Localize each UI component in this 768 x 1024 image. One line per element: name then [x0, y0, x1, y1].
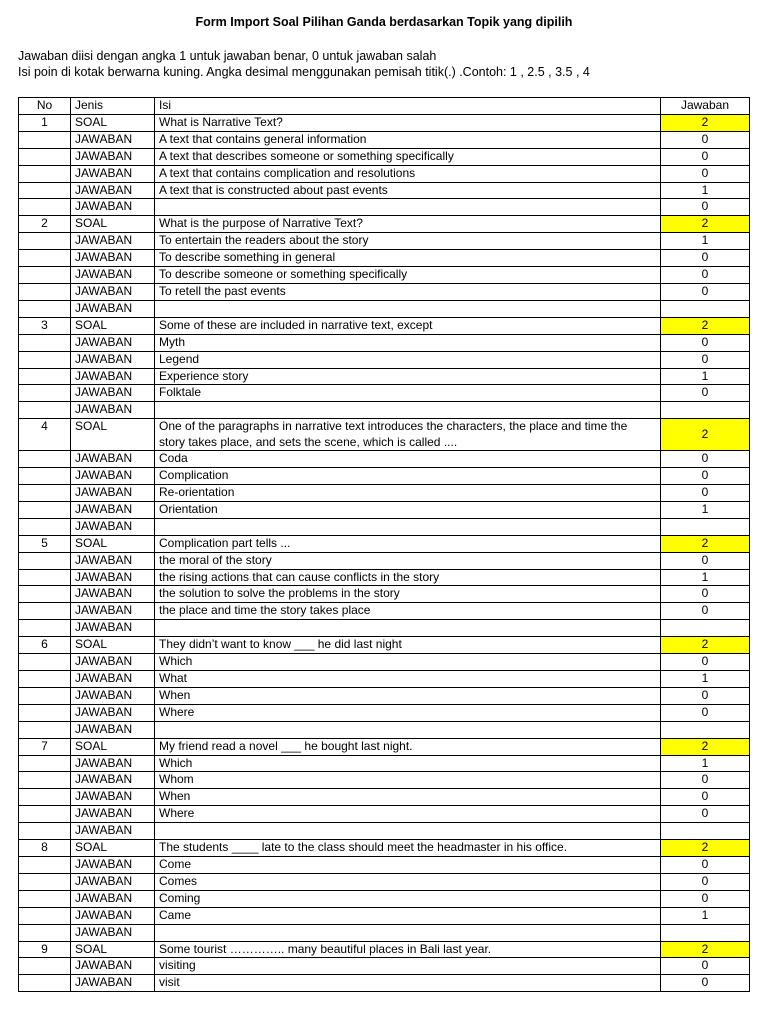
row-no	[19, 603, 71, 620]
row-jenis: JAWABAN	[71, 958, 155, 975]
row-jawaban	[661, 518, 750, 535]
answer-row	[19, 148, 750, 165]
answer-row	[19, 267, 750, 284]
row-jawaban	[661, 721, 750, 738]
row-jawaban	[661, 823, 750, 840]
row-jawaban: 0	[661, 890, 750, 907]
row-jenis: JAWABAN	[71, 890, 155, 907]
row-isi: To describe something in general	[155, 250, 661, 267]
row-jawaban: 1	[661, 755, 750, 772]
instructions	[18, 48, 590, 80]
row-isi: What	[155, 671, 661, 688]
answer-row	[19, 721, 750, 738]
row-no: 4	[19, 419, 71, 451]
answer-row	[19, 806, 750, 823]
row-jenis: JAWABAN	[71, 485, 155, 502]
row-jawaban: 2	[661, 216, 750, 233]
answer-row	[19, 687, 750, 704]
question-row	[19, 840, 750, 857]
answer-row	[19, 890, 750, 907]
answer-row	[19, 873, 750, 890]
row-jawaban: 0	[661, 250, 750, 267]
row-no: 5	[19, 535, 71, 552]
row-isi: Some tourist ………….. many beautiful places in Bali last year.	[155, 941, 661, 958]
row-jenis: JAWABAN	[71, 873, 155, 890]
row-no	[19, 806, 71, 823]
answer-row	[19, 334, 750, 351]
answer-row	[19, 485, 750, 502]
row-isi: visit	[155, 975, 661, 992]
answer-row	[19, 451, 750, 468]
question-table	[18, 97, 750, 992]
row-no	[19, 468, 71, 485]
row-jenis: SOAL	[71, 637, 155, 654]
row-isi	[155, 721, 661, 738]
row-jenis: JAWABAN	[71, 165, 155, 182]
row-isi: To retell the past events	[155, 283, 661, 300]
row-jawaban: 0	[661, 654, 750, 671]
row-jawaban	[661, 620, 750, 637]
row-isi: What is the purpose of Narrative Text?	[155, 216, 661, 233]
row-isi: Which	[155, 755, 661, 772]
row-jawaban: 0	[661, 131, 750, 148]
row-no	[19, 518, 71, 535]
row-no: 3	[19, 317, 71, 334]
row-jenis: JAWABAN	[71, 334, 155, 351]
row-isi: They didn’t want to know ___ he did last night	[155, 637, 661, 654]
row-isi: A text that describes someone or something specifically	[155, 148, 661, 165]
row-jenis: JAWABAN	[71, 654, 155, 671]
row-jenis: JAWABAN	[71, 368, 155, 385]
row-isi: One of the paragraphs in narrative text introduces the characters, the place and time the story takes place, and sets the scene, which is called ....	[155, 419, 661, 451]
row-no	[19, 501, 71, 518]
row-isi	[155, 300, 661, 317]
row-jenis: JAWABAN	[71, 975, 155, 992]
answer-row	[19, 402, 750, 419]
row-isi: the rising actions that can cause conflicts in the story	[155, 569, 661, 586]
row-jawaban: 0	[661, 856, 750, 873]
row-no	[19, 552, 71, 569]
row-jenis: JAWABAN	[71, 620, 155, 637]
answer-row	[19, 233, 750, 250]
question-row	[19, 216, 750, 233]
answer-row	[19, 671, 750, 688]
row-jenis: JAWABAN	[71, 468, 155, 485]
row-no	[19, 131, 71, 148]
answer-row	[19, 250, 750, 267]
row-isi: Come	[155, 856, 661, 873]
row-no	[19, 975, 71, 992]
answer-row	[19, 704, 750, 721]
question-row	[19, 637, 750, 654]
row-isi: To describe someone or something specifically	[155, 267, 661, 284]
answer-row	[19, 654, 750, 671]
row-jenis: SOAL	[71, 840, 155, 857]
row-no: 2	[19, 216, 71, 233]
row-isi	[155, 402, 661, 419]
row-jawaban: 2	[661, 535, 750, 552]
row-jawaban	[661, 924, 750, 941]
row-isi: Some of these are included in narrative text, except	[155, 317, 661, 334]
answer-row	[19, 823, 750, 840]
row-jawaban: 1	[661, 501, 750, 518]
row-no	[19, 351, 71, 368]
row-isi: A text that contains complication and resolutions	[155, 165, 661, 182]
row-no	[19, 620, 71, 637]
header-no: No	[19, 98, 71, 115]
answer-row	[19, 351, 750, 368]
row-no: 7	[19, 738, 71, 755]
row-jenis: JAWABAN	[71, 755, 155, 772]
row-jenis: JAWABAN	[71, 772, 155, 789]
row-jenis: JAWABAN	[71, 856, 155, 873]
row-jawaban: 0	[661, 485, 750, 502]
row-jawaban: 0	[661, 806, 750, 823]
row-isi: Comes	[155, 873, 661, 890]
row-no	[19, 283, 71, 300]
answer-row	[19, 620, 750, 637]
row-isi: Where	[155, 704, 661, 721]
row-jawaban	[661, 300, 750, 317]
answer-row	[19, 789, 750, 806]
answer-row	[19, 772, 750, 789]
row-jenis: JAWABAN	[71, 806, 155, 823]
row-jawaban: 0	[661, 552, 750, 569]
row-isi: My friend read a novel ___ he bought last night.	[155, 738, 661, 755]
row-jawaban: 0	[661, 975, 750, 992]
row-no: 6	[19, 637, 71, 654]
row-no	[19, 958, 71, 975]
row-isi: the moral of the story	[155, 552, 661, 569]
row-jenis: JAWABAN	[71, 789, 155, 806]
row-isi: Coming	[155, 890, 661, 907]
row-jawaban: 0	[661, 687, 750, 704]
answer-row	[19, 165, 750, 182]
row-no	[19, 250, 71, 267]
row-no	[19, 772, 71, 789]
row-jawaban: 1	[661, 907, 750, 924]
row-jawaban: 0	[661, 451, 750, 468]
row-jawaban: 0	[661, 385, 750, 402]
row-jawaban: 2	[661, 114, 750, 131]
row-jawaban: 0	[661, 148, 750, 165]
row-jawaban: 2	[661, 637, 750, 654]
row-isi	[155, 518, 661, 535]
row-isi	[155, 199, 661, 216]
row-jawaban: 1	[661, 569, 750, 586]
answer-row	[19, 958, 750, 975]
row-jenis: SOAL	[71, 216, 155, 233]
row-no	[19, 671, 71, 688]
row-jenis: JAWABAN	[71, 586, 155, 603]
row-jenis: SOAL	[71, 535, 155, 552]
row-jenis: JAWABAN	[71, 351, 155, 368]
row-jenis: JAWABAN	[71, 402, 155, 419]
header-jenis: Jenis	[71, 98, 155, 115]
row-jawaban: 0	[661, 199, 750, 216]
row-jenis: JAWABAN	[71, 283, 155, 300]
answer-row	[19, 924, 750, 941]
row-jenis: SOAL	[71, 738, 155, 755]
row-jawaban: 0	[661, 586, 750, 603]
row-jenis: JAWABAN	[71, 603, 155, 620]
row-jawaban: 0	[661, 165, 750, 182]
answer-row	[19, 199, 750, 216]
row-jawaban: 0	[661, 704, 750, 721]
row-jenis: JAWABAN	[71, 518, 155, 535]
row-no	[19, 485, 71, 502]
row-no	[19, 586, 71, 603]
row-isi: visiting	[155, 958, 661, 975]
row-no	[19, 368, 71, 385]
header-row	[19, 98, 750, 115]
question-row	[19, 535, 750, 552]
row-no	[19, 233, 71, 250]
row-isi: Which	[155, 654, 661, 671]
row-jawaban: 0	[661, 603, 750, 620]
row-jenis: JAWABAN	[71, 823, 155, 840]
row-jawaban: 1	[661, 233, 750, 250]
row-isi: Legend	[155, 351, 661, 368]
row-jenis: SOAL	[71, 419, 155, 451]
row-jawaban: 0	[661, 267, 750, 284]
row-isi: Complication part tells ...	[155, 535, 661, 552]
row-jawaban: 0	[661, 958, 750, 975]
answer-row	[19, 856, 750, 873]
row-isi: To entertain the readers about the story	[155, 233, 661, 250]
row-jenis: JAWABAN	[71, 182, 155, 199]
row-jenis: JAWABAN	[71, 501, 155, 518]
row-jenis: JAWABAN	[71, 552, 155, 569]
row-jenis: JAWABAN	[71, 451, 155, 468]
row-jenis: JAWABAN	[71, 704, 155, 721]
answer-row	[19, 131, 750, 148]
table-body	[19, 114, 750, 991]
row-no	[19, 385, 71, 402]
row-no: 9	[19, 941, 71, 958]
row-jawaban: 2	[661, 840, 750, 857]
row-isi: The students ____ late to the class should meet the headmaster in his office.	[155, 840, 661, 857]
row-no	[19, 755, 71, 772]
row-jenis: JAWABAN	[71, 385, 155, 402]
row-no: 8	[19, 840, 71, 857]
row-jenis: JAWABAN	[71, 907, 155, 924]
answer-row	[19, 975, 750, 992]
row-jenis: JAWABAN	[71, 250, 155, 267]
row-jawaban: 0	[661, 772, 750, 789]
answer-row	[19, 586, 750, 603]
question-row	[19, 419, 750, 451]
row-isi: When	[155, 789, 661, 806]
row-no	[19, 789, 71, 806]
row-isi: Complication	[155, 468, 661, 485]
row-isi: Folktale	[155, 385, 661, 402]
answer-row	[19, 552, 750, 569]
row-jawaban: 2	[661, 317, 750, 334]
row-no	[19, 402, 71, 419]
question-row	[19, 317, 750, 334]
row-no	[19, 856, 71, 873]
row-isi: Orientation	[155, 501, 661, 518]
answer-row	[19, 385, 750, 402]
row-isi: What is Narrative Text?	[155, 114, 661, 131]
row-isi: Where	[155, 806, 661, 823]
row-no	[19, 165, 71, 182]
row-jenis: SOAL	[71, 114, 155, 131]
row-no	[19, 334, 71, 351]
row-jawaban: 1	[661, 182, 750, 199]
row-jenis: JAWABAN	[71, 924, 155, 941]
row-no	[19, 182, 71, 199]
row-no	[19, 199, 71, 216]
answer-row	[19, 518, 750, 535]
row-no: 1	[19, 114, 71, 131]
row-no	[19, 704, 71, 721]
row-jawaban: 0	[661, 334, 750, 351]
answer-row	[19, 300, 750, 317]
question-row	[19, 114, 750, 131]
row-isi: Came	[155, 907, 661, 924]
row-jawaban	[661, 402, 750, 419]
header-isi: Isi	[155, 98, 661, 115]
row-no	[19, 823, 71, 840]
row-no	[19, 721, 71, 738]
row-jawaban: 0	[661, 283, 750, 300]
row-jenis: JAWABAN	[71, 569, 155, 586]
row-no	[19, 890, 71, 907]
answer-row	[19, 182, 750, 199]
answer-row	[19, 755, 750, 772]
row-jawaban: 2	[661, 419, 750, 451]
row-no	[19, 569, 71, 586]
row-isi: A text that contains general information	[155, 131, 661, 148]
row-no	[19, 873, 71, 890]
row-isi	[155, 823, 661, 840]
row-jawaban: 0	[661, 468, 750, 485]
row-isi: A text that is constructed about past events	[155, 182, 661, 199]
row-jawaban: 0	[661, 789, 750, 806]
row-jenis: JAWABAN	[71, 267, 155, 284]
instruction-line-1: Jawaban diisi dengan angka 1 untuk jawaban benar, 0 untuk jawaban salah	[18, 49, 437, 63]
row-isi	[155, 924, 661, 941]
row-no	[19, 148, 71, 165]
instruction-line-2: Isi poin di kotak berwarna kuning. Angka desimal menggunakan pemisah titik(.) .Contoh: 1 , 2.5 , 3.5 , 4	[18, 65, 590, 79]
row-no	[19, 267, 71, 284]
answer-row	[19, 501, 750, 518]
row-no	[19, 907, 71, 924]
row-jenis: JAWABAN	[71, 233, 155, 250]
row-no	[19, 300, 71, 317]
answer-row	[19, 283, 750, 300]
row-jawaban: 0	[661, 873, 750, 890]
row-isi	[155, 620, 661, 637]
row-jenis: JAWABAN	[71, 199, 155, 216]
row-isi: Whom	[155, 772, 661, 789]
row-isi: the place and time the story takes place	[155, 603, 661, 620]
row-isi: Myth	[155, 334, 661, 351]
answer-row	[19, 907, 750, 924]
row-jenis: SOAL	[71, 317, 155, 334]
question-row	[19, 738, 750, 755]
form-title: Form Import Soal Pilihan Ganda berdasarkan Topik yang dipilih	[195, 15, 573, 29]
row-isi: When	[155, 687, 661, 704]
answer-row	[19, 603, 750, 620]
answer-row	[19, 368, 750, 385]
row-jenis: JAWABAN	[71, 131, 155, 148]
row-jenis: JAWABAN	[71, 721, 155, 738]
row-jawaban: 2	[661, 941, 750, 958]
header-jawaban: Jawaban	[661, 98, 750, 115]
row-isi: Experience story	[155, 368, 661, 385]
question-row	[19, 941, 750, 958]
row-jenis: JAWABAN	[71, 671, 155, 688]
row-no	[19, 654, 71, 671]
row-jenis: JAWABAN	[71, 148, 155, 165]
row-no	[19, 924, 71, 941]
answer-row	[19, 569, 750, 586]
row-jawaban: 1	[661, 368, 750, 385]
row-jenis: SOAL	[71, 941, 155, 958]
row-isi: Re-orientation	[155, 485, 661, 502]
row-isi: Coda	[155, 451, 661, 468]
row-jawaban: 1	[661, 671, 750, 688]
row-jawaban: 0	[661, 351, 750, 368]
row-no	[19, 451, 71, 468]
row-jawaban: 2	[661, 738, 750, 755]
row-jenis: JAWABAN	[71, 687, 155, 704]
row-jenis: JAWABAN	[71, 300, 155, 317]
answer-row	[19, 468, 750, 485]
row-isi: the solution to solve the problems in the story	[155, 586, 661, 603]
row-no	[19, 687, 71, 704]
